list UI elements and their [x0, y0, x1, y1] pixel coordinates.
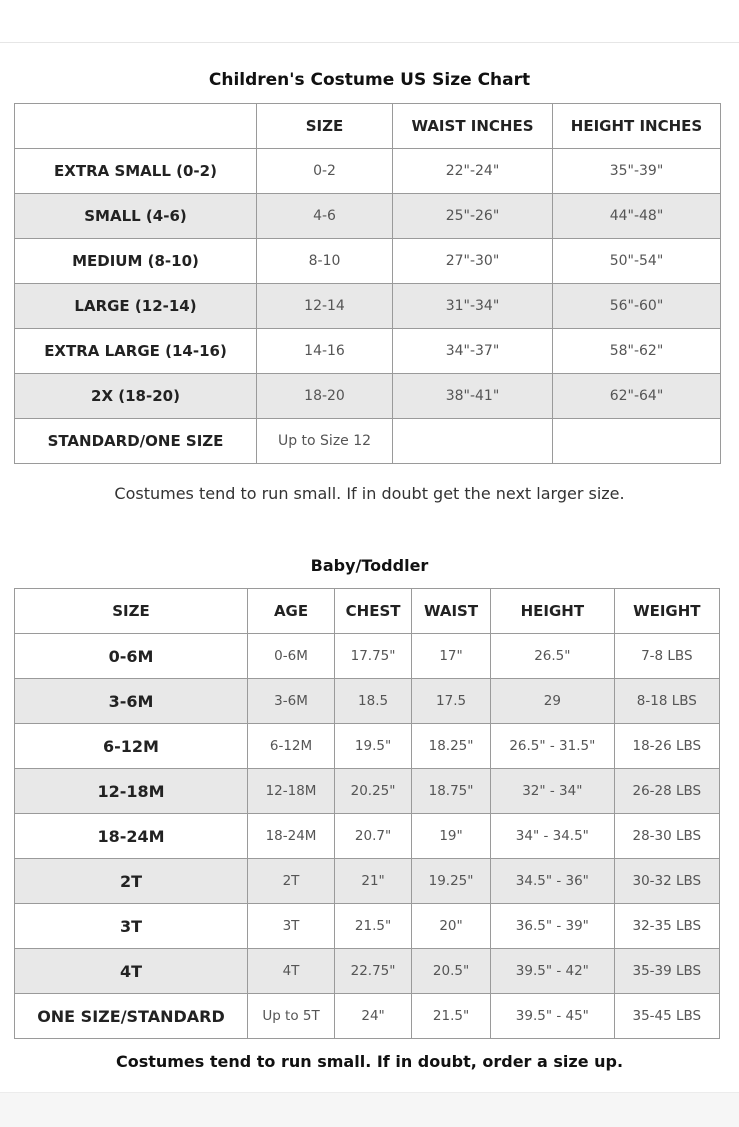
table-cell: 14-16	[257, 329, 393, 374]
table-row	[15, 329, 721, 374]
table-row	[15, 949, 720, 994]
row-label-cell: MEDIUM (8-10)	[15, 239, 257, 284]
table-cell: 17.5	[412, 679, 491, 724]
top-divider	[0, 42, 739, 43]
table-cell: 36.5" - 39"	[491, 904, 615, 949]
row-label-cell: STANDARD/ONE SIZE	[15, 419, 257, 464]
table-cell: 56"-60"	[553, 284, 721, 329]
table-cell: 12-18M	[247, 769, 334, 814]
children-size-table	[14, 103, 721, 464]
table-cell: 19"	[412, 814, 491, 859]
table-cell: Up to 5T	[247, 994, 334, 1039]
table-cell: 30-32 LBS	[614, 859, 719, 904]
table-cell: 4T	[247, 949, 334, 994]
table-cell: 29	[491, 679, 615, 724]
table-cell: 12-14	[257, 284, 393, 329]
table-row	[15, 904, 720, 949]
footer-band	[0, 1092, 739, 1127]
table-cell: 20.5"	[412, 949, 491, 994]
table-cell: 34"-37"	[393, 329, 553, 374]
table-cell: 35-39 LBS	[614, 949, 719, 994]
table-cell: 34" - 34.5"	[491, 814, 615, 859]
header-cell: HEIGHT	[491, 589, 615, 634]
table-cell: 26.5" - 31.5"	[491, 724, 615, 769]
table-cell: 38"-41"	[393, 374, 553, 419]
table-cell: 17.75"	[335, 634, 412, 679]
table-row	[15, 149, 721, 194]
table-cell: 32" - 34"	[491, 769, 615, 814]
table-row	[15, 284, 721, 329]
table-cell: 39.5" - 45"	[491, 994, 615, 1039]
table-cell: 0-2	[257, 149, 393, 194]
table-cell: 19.25"	[412, 859, 491, 904]
table-row	[15, 374, 721, 419]
table-cell: 18-24M	[247, 814, 334, 859]
header-cell: SIZE	[257, 104, 393, 149]
row-label-cell: ONE SIZE/STANDARD	[15, 994, 248, 1039]
table-cell: 31"-34"	[393, 284, 553, 329]
table-cell: 20.25"	[335, 769, 412, 814]
table-cell: 3T	[247, 904, 334, 949]
table-row	[15, 994, 720, 1039]
table-cell: 28-30 LBS	[614, 814, 719, 859]
table-cell: 35"-39"	[553, 149, 721, 194]
table-cell: 27"-30"	[393, 239, 553, 284]
table-cell: 18-20	[257, 374, 393, 419]
table-row	[15, 634, 720, 679]
row-label-cell: 12-18M	[15, 769, 248, 814]
table-cell: 21.5"	[335, 904, 412, 949]
table-cell: 25"-26"	[393, 194, 553, 239]
table-cell: 44"-48"	[553, 194, 721, 239]
header-cell: AGE	[247, 589, 334, 634]
table-cell: 18.75"	[412, 769, 491, 814]
row-label-cell: 4T	[15, 949, 248, 994]
row-label-cell: EXTRA LARGE (14-16)	[15, 329, 257, 374]
row-label-cell: EXTRA SMALL (0-2)	[15, 149, 257, 194]
header-cell: WAIST	[412, 589, 491, 634]
children-size-chart-title: Children's Costume US Size Chart	[208, 70, 531, 90]
baby-toddler-note: Costumes tend to run small. If in doubt, order a size up.	[115, 1052, 624, 1071]
table-cell: 8-18 LBS	[614, 679, 719, 724]
table-row	[15, 679, 720, 724]
table-cell: 2T	[247, 859, 334, 904]
table-row	[15, 769, 720, 814]
row-label-cell: 18-24M	[15, 814, 248, 859]
table-cell: 22"-24"	[393, 149, 553, 194]
table-cell: 35-45 LBS	[614, 994, 719, 1039]
row-label-cell: LARGE (12-14)	[15, 284, 257, 329]
table-cell: 32-35 LBS	[614, 904, 719, 949]
row-label-cell: 2T	[15, 859, 248, 904]
row-label-cell: 6-12M	[15, 724, 248, 769]
table-cell: 24"	[335, 994, 412, 1039]
table-cell: 18.25"	[412, 724, 491, 769]
header-cell	[15, 104, 257, 149]
table-row	[15, 814, 720, 859]
header-cell: WAIST INCHES	[393, 104, 553, 149]
table-cell: 20.7"	[335, 814, 412, 859]
row-label-cell: SMALL (4-6)	[15, 194, 257, 239]
header-cell: SIZE	[15, 589, 248, 634]
header-cell: CHEST	[335, 589, 412, 634]
table-cell: 20"	[412, 904, 491, 949]
table-cell: 21.5"	[412, 994, 491, 1039]
table-cell: 6-12M	[247, 724, 334, 769]
table-cell: 21"	[335, 859, 412, 904]
header-cell: HEIGHT INCHES	[553, 104, 721, 149]
table-header-row	[15, 104, 721, 149]
table-row	[15, 859, 720, 904]
table-cell: 58"-62"	[553, 329, 721, 374]
table-row	[15, 194, 721, 239]
baby-toddler-title: Baby/Toddler	[310, 556, 429, 575]
row-label-cell: 3-6M	[15, 679, 248, 724]
table-row	[15, 419, 721, 464]
baby-toddler-size-table	[14, 588, 720, 1039]
row-label-cell: 3T	[15, 904, 248, 949]
table-cell: 22.75"	[335, 949, 412, 994]
table-cell: 4-6	[257, 194, 393, 239]
table-row	[15, 239, 721, 284]
table-cell	[553, 419, 721, 464]
table-cell	[393, 419, 553, 464]
table-cell: 62"-64"	[553, 374, 721, 419]
table-cell: 26.5"	[491, 634, 615, 679]
table-cell: 19.5"	[335, 724, 412, 769]
table-cell: 8-10	[257, 239, 393, 284]
row-label-cell: 2X (18-20)	[15, 374, 257, 419]
table-cell: 50"-54"	[553, 239, 721, 284]
table-cell: 18-26 LBS	[614, 724, 719, 769]
table-header-row	[15, 589, 720, 634]
table-cell: 18.5	[335, 679, 412, 724]
row-label-cell: 0-6M	[15, 634, 248, 679]
header-cell: WEIGHT	[614, 589, 719, 634]
table-cell: Up to Size 12	[257, 419, 393, 464]
table-row	[15, 724, 720, 769]
table-cell: 0-6M	[247, 634, 334, 679]
table-cell: 7-8 LBS	[614, 634, 719, 679]
children-size-note: Costumes tend to run small. If in doubt get the next larger size.	[114, 484, 625, 503]
table-cell: 39.5" - 42"	[491, 949, 615, 994]
table-cell: 3-6M	[247, 679, 334, 724]
table-cell: 34.5" - 36"	[491, 859, 615, 904]
table-cell: 17"	[412, 634, 491, 679]
table-cell: 26-28 LBS	[614, 769, 719, 814]
